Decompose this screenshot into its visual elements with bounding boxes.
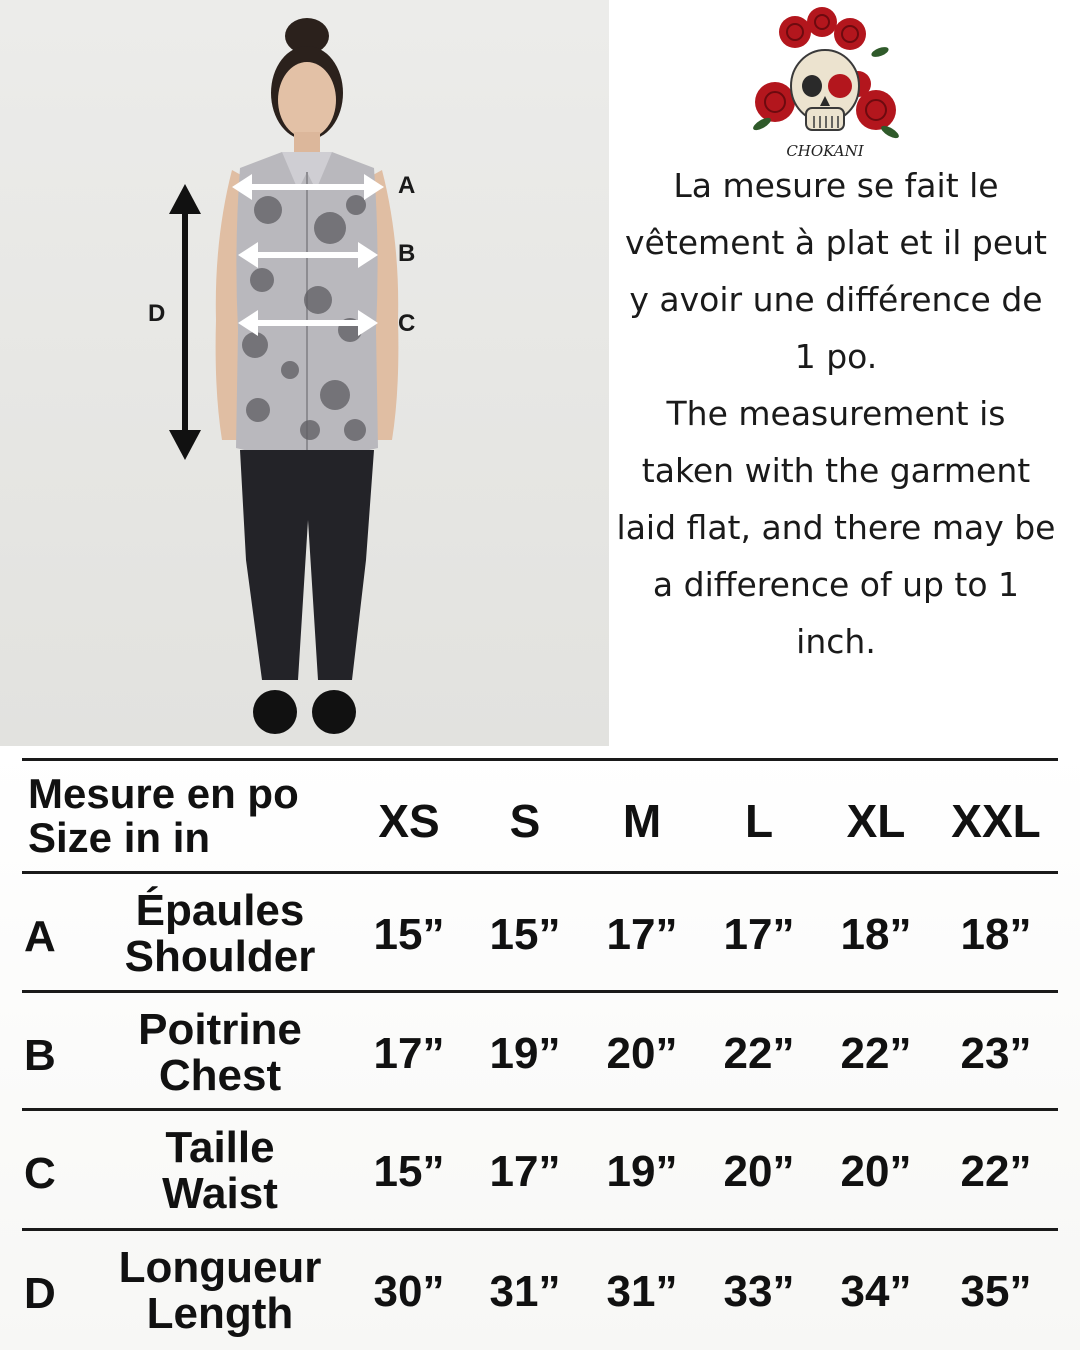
brand-logo bbox=[740, 4, 910, 164]
marker-b-label: B bbox=[398, 240, 416, 267]
row-name-french: Poitrine bbox=[138, 1005, 302, 1054]
size-table bbox=[0, 746, 1080, 1350]
size-s: S bbox=[509, 795, 541, 847]
size-m: M bbox=[622, 795, 662, 847]
size-l: L bbox=[744, 795, 774, 847]
marker-a-label: A bbox=[398, 172, 416, 199]
header-english: Size in in bbox=[28, 814, 211, 861]
table-header-title bbox=[28, 772, 299, 860]
note-french: La mesure se fait le vêtement à plat et il peut y avoir une différence de 1 po. bbox=[624, 166, 1047, 376]
table-cell: 22” bbox=[723, 1029, 795, 1078]
table-cell: 20” bbox=[723, 1147, 795, 1196]
table-cell: 17” bbox=[723, 910, 795, 959]
row-name bbox=[100, 1125, 340, 1217]
row-letter: D bbox=[24, 1269, 56, 1318]
table-cell: 31” bbox=[606, 1267, 678, 1316]
table-cell: 17” bbox=[489, 1147, 561, 1196]
table-cell: 33” bbox=[723, 1267, 795, 1316]
table-cell: 15” bbox=[373, 910, 445, 959]
row-letter: B bbox=[24, 1031, 56, 1080]
header-french: Mesure en po bbox=[28, 770, 299, 817]
row-letter: C bbox=[24, 1149, 56, 1198]
table-cell: 34” bbox=[840, 1267, 912, 1316]
table-cell: 15” bbox=[373, 1147, 445, 1196]
size-xl: XL bbox=[846, 795, 906, 847]
measurement-note bbox=[616, 157, 1056, 670]
table-cell: 19” bbox=[489, 1029, 561, 1078]
table-row bbox=[0, 993, 1080, 1111]
table-cell: 18” bbox=[960, 910, 1032, 959]
model-illustration bbox=[0, 0, 609, 746]
row-name-english: Chest bbox=[158, 1051, 282, 1100]
table-cell: 15” bbox=[489, 910, 561, 959]
table-cell: 23” bbox=[960, 1029, 1032, 1078]
table-cell: 20” bbox=[840, 1147, 912, 1196]
row-name bbox=[100, 1007, 340, 1099]
row-letter: A bbox=[24, 912, 56, 961]
row-name-french: Épaules bbox=[135, 886, 305, 935]
row-name-french: Longueur bbox=[118, 1243, 322, 1292]
row-name-english: Shoulder bbox=[124, 932, 316, 981]
table-row bbox=[0, 1231, 1080, 1349]
table-row bbox=[0, 874, 1080, 992]
table-cell: 18” bbox=[840, 910, 912, 959]
row-name bbox=[100, 888, 340, 980]
table-cell: 19” bbox=[606, 1147, 678, 1196]
table-cell: 17” bbox=[606, 910, 678, 959]
brand-logo-text: CHOKANI bbox=[786, 142, 864, 160]
table-cell: 31” bbox=[489, 1267, 561, 1316]
skull-roses-icon bbox=[740, 4, 910, 164]
size-xxl: XXL bbox=[951, 795, 1041, 847]
size-xs: XS bbox=[378, 795, 440, 847]
table-cell: 17” bbox=[373, 1029, 445, 1078]
table-cell: 30” bbox=[373, 1267, 445, 1316]
marker-c-label: C bbox=[398, 310, 416, 337]
row-name bbox=[100, 1245, 340, 1337]
table-cell: 22” bbox=[960, 1147, 1032, 1196]
table-cell: 22” bbox=[840, 1029, 912, 1078]
model-photo bbox=[0, 0, 609, 746]
row-name-french: Taille bbox=[165, 1123, 275, 1172]
table-cell: 35” bbox=[960, 1267, 1032, 1316]
table-rule bbox=[22, 758, 1058, 761]
marker-d-label: D bbox=[148, 300, 166, 327]
table-row bbox=[0, 1111, 1080, 1229]
row-name-english: Length bbox=[146, 1289, 294, 1338]
row-name-english: Waist bbox=[162, 1169, 278, 1218]
table-cell: 20” bbox=[606, 1029, 678, 1078]
note-english: The measurement is taken with the garment laid flat, and there may be a difference of up to 1 inch. bbox=[616, 394, 1056, 661]
